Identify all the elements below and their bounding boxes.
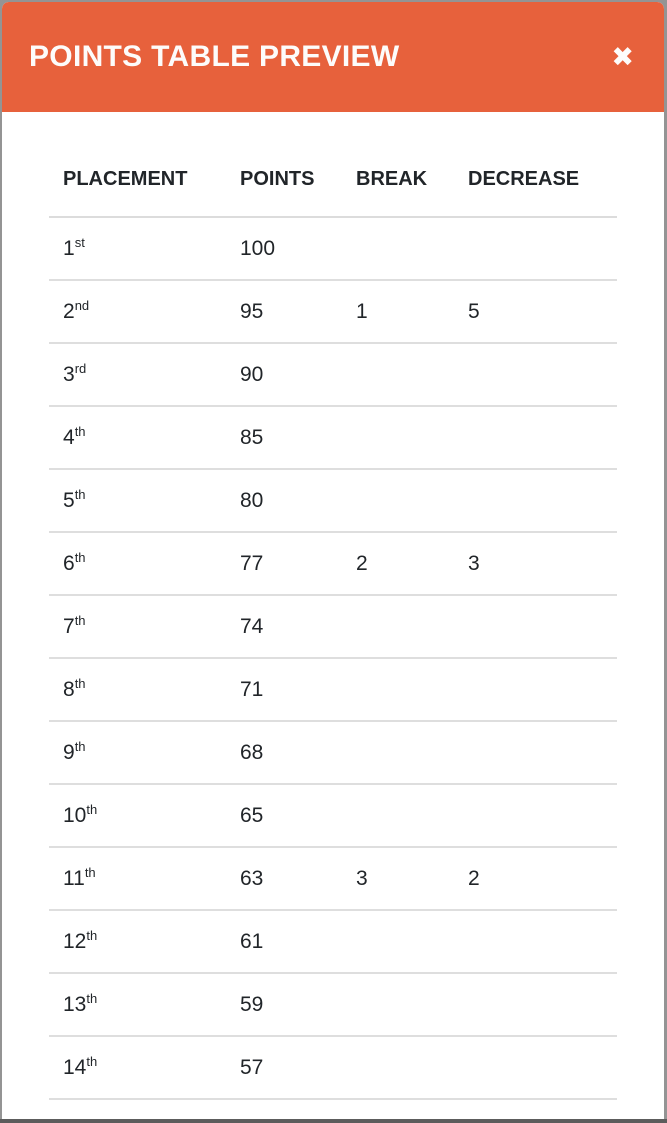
decrease-cell — [454, 784, 617, 847]
column-header-placement: PLACEMENT — [63, 168, 188, 190]
points-cell: 77 — [240, 552, 264, 575]
break-cell — [342, 784, 454, 847]
decrease-cell — [454, 910, 617, 973]
placement-number: 3 — [63, 363, 75, 386]
placement-ordinal: th — [74, 487, 86, 502]
placement-cell — [49, 658, 226, 721]
table-row — [49, 217, 617, 280]
placement-cell — [49, 217, 226, 280]
points-cell: 90 — [240, 363, 264, 386]
decrease-cell — [454, 595, 617, 658]
table-row — [49, 721, 617, 784]
points-cell: 74 — [240, 615, 264, 638]
table-row — [49, 847, 617, 910]
placement-cell — [49, 910, 226, 973]
points-cell: 63 — [240, 867, 264, 890]
placement-ordinal: rd — [74, 361, 87, 376]
placement-ordinal: th — [74, 424, 86, 439]
points-cell: 61 — [240, 930, 264, 953]
placement-cell — [49, 469, 226, 532]
placement-number: 6 — [63, 552, 75, 575]
break-cell — [342, 595, 454, 658]
column-header-break: BREAK — [356, 168, 428, 190]
break-cell — [342, 973, 454, 1036]
points-cell: 57 — [240, 1056, 264, 1079]
break-cell: 1 — [356, 300, 368, 323]
placement-cell — [49, 343, 226, 406]
placement-ordinal: th — [86, 1054, 98, 1069]
column-header-decrease: DECREASE — [468, 168, 580, 190]
table-row — [49, 910, 617, 973]
placement-cell — [49, 973, 226, 1036]
break-cell — [342, 343, 454, 406]
modal-body — [2, 112, 664, 1100]
decrease-cell — [454, 658, 617, 721]
placement-cell — [49, 532, 226, 595]
table-row — [49, 280, 617, 343]
placement-ordinal: th — [74, 613, 86, 628]
modal-title: POINTS TABLE PREVIEW — [29, 40, 400, 73]
placement-number: 5 — [63, 489, 75, 512]
placement-ordinal: th — [86, 928, 98, 943]
break-cell: 2 — [356, 552, 368, 575]
decrease-cell — [454, 1036, 617, 1099]
placement-ordinal: st — [74, 235, 85, 250]
break-cell — [342, 721, 454, 784]
table-row — [49, 784, 617, 847]
table-row — [49, 469, 617, 532]
decrease-cell: 5 — [468, 300, 480, 323]
placement-number: 10 — [63, 804, 87, 827]
decrease-cell — [454, 343, 617, 406]
table-header-row — [49, 160, 617, 217]
decrease-cell: 2 — [468, 867, 480, 890]
placement-cell — [49, 784, 226, 847]
placement-ordinal: th — [86, 802, 98, 817]
decrease-cell: 3 — [468, 552, 480, 575]
table-row — [49, 406, 617, 469]
placement-ordinal: th — [74, 550, 86, 565]
break-cell — [342, 910, 454, 973]
break-cell — [342, 658, 454, 721]
table-row — [49, 343, 617, 406]
placement-number: 9 — [63, 741, 75, 764]
placement-ordinal: nd — [74, 298, 90, 313]
points-table-modal — [2, 2, 664, 1119]
table-row — [49, 658, 617, 721]
decrease-cell — [454, 469, 617, 532]
placement-ordinal: th — [74, 676, 86, 691]
decrease-cell — [454, 217, 617, 280]
table-row — [49, 973, 617, 1036]
points-cell: 95 — [240, 300, 264, 323]
placement-cell — [49, 406, 226, 469]
placement-ordinal: th — [84, 865, 96, 880]
placement-number: 2 — [63, 300, 75, 323]
placement-number: 7 — [63, 615, 75, 638]
column-header-points: POINTS — [240, 168, 315, 190]
points-table — [49, 160, 617, 1100]
break-cell: 3 — [356, 867, 368, 890]
decrease-cell — [454, 721, 617, 784]
placement-ordinal: th — [86, 991, 98, 1006]
decrease-cell — [454, 406, 617, 469]
break-cell — [342, 406, 454, 469]
placement-number: 4 — [63, 426, 75, 449]
page-bottom-edge — [0, 1119, 667, 1123]
placement-ordinal: th — [74, 739, 86, 754]
placement-cell — [49, 847, 226, 910]
placement-number: 13 — [63, 993, 87, 1016]
decrease-cell — [454, 973, 617, 1036]
points-cell: 59 — [240, 993, 264, 1016]
placement-number: 14 — [63, 1056, 87, 1079]
placement-number: 8 — [63, 678, 75, 701]
placement-number: 12 — [63, 930, 87, 953]
placement-cell — [49, 1036, 226, 1099]
break-cell — [342, 217, 454, 280]
table-row — [49, 1036, 617, 1099]
points-cell: 65 — [240, 804, 264, 827]
table-row — [49, 532, 617, 595]
placement-cell — [49, 595, 226, 658]
placement-cell — [49, 721, 226, 784]
placement-number: 1 — [63, 237, 75, 260]
points-cell: 80 — [240, 489, 264, 512]
placement-number: 11 — [63, 867, 85, 890]
close-icon: ✖ — [611, 41, 634, 73]
points-cell: 100 — [240, 237, 276, 260]
table-row — [49, 595, 617, 658]
modal-header — [2, 2, 664, 112]
break-cell — [342, 469, 454, 532]
placement-cell — [49, 280, 226, 343]
close-button[interactable] — [611, 41, 634, 73]
break-cell — [342, 1036, 454, 1099]
points-cell: 71 — [240, 678, 264, 701]
points-cell: 68 — [240, 741, 264, 764]
points-cell: 85 — [240, 426, 264, 449]
